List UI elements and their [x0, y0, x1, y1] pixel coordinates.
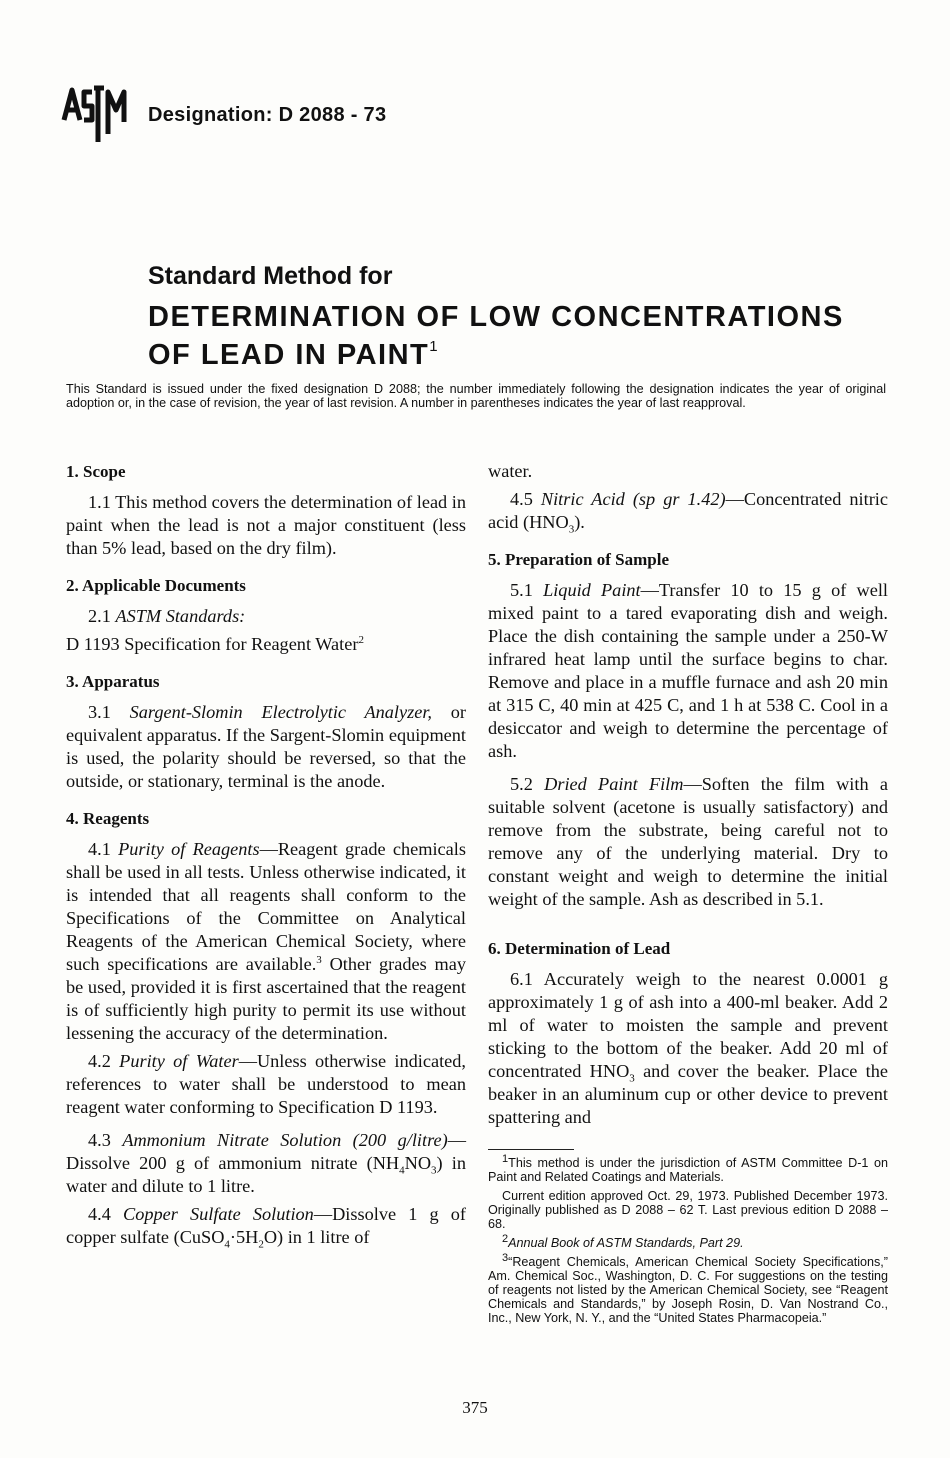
para-4-1-title: Purity of Reagents	[118, 839, 260, 859]
standard-notice: This Standard is issued under the fixed designation D 2088; the number immediately following the designation indicates the year of original adoption or, in the case of revision, the year of last revision. A number in parentheses indicates the year of last reapproval.	[66, 382, 886, 410]
para-4-3-sub-2: 3	[431, 1164, 437, 1177]
footnote-2	[488, 1232, 888, 1250]
para-4-4-text-a: —Dissolve 1 g of copper sulfate (CuSO	[66, 1204, 466, 1247]
heading-reagents: 4. Reagents	[66, 809, 150, 828]
para-4-4-sub-2: 2	[258, 1238, 264, 1251]
para-4-4	[66, 1203, 466, 1249]
para-3-1-text: or equivalent apparatus. If the Sargent-Slomin equipment is used, the polarity should be reversed, so that the outside, or stationary, terminal is the anode.	[66, 702, 466, 791]
astm-logo-icon	[58, 76, 130, 150]
footnote-1-ref: 1	[502, 1152, 509, 1165]
para-5-1-title: Liquid Paint	[543, 580, 641, 600]
para-2-1-num: 2.1	[88, 606, 111, 626]
para-6-1-text-a: 6.1 Accurately weigh to the nearest 0.0001 g approximately 1 g of ash into a 400-ml beaker. Add 2 ml of water to moisten the sample and prevent sticking to the bottom of the beaker. Add 20 ml of concentrated HNO	[488, 969, 888, 1081]
title-line-1: DETERMINATION OF LOW CONCENTRATIONS	[148, 301, 844, 333]
para-6-1-text-b: and cover the beaker. Place the beaker in an aluminum cup or other device to prevent spattering and	[488, 1061, 888, 1127]
para-4-5	[488, 488, 888, 534]
designation: Designation: D 2088 - 73	[148, 104, 387, 126]
title-line-2	[148, 336, 844, 374]
heading-determination: 6. Determination of Lead	[488, 939, 671, 958]
title-line-2-text: OF LEAD IN PAINT	[148, 339, 430, 371]
standard-method-label: Standard Method for	[148, 262, 393, 290]
ref-d1193-footnote: 2	[358, 633, 364, 646]
footnote-1	[488, 1152, 888, 1184]
para-4-5-title: Nitric Acid	[540, 489, 625, 509]
para-4-2-text: —Unless otherwise indicated, references to water shall be understood to mean reagent water conforming to Specification D 1193.	[66, 1051, 466, 1117]
para-5-2-num: 5.2	[510, 774, 533, 794]
para-4-3-sub-1: 4	[399, 1164, 405, 1177]
ref-d1193	[66, 633, 466, 656]
astm-logo	[58, 76, 130, 150]
para-4-3-text-a: —Dissolve 200 g of ammonium nitrate (NH	[66, 1130, 466, 1173]
para-6-1	[488, 968, 888, 1129]
right-column	[488, 460, 888, 1325]
para-4-1	[66, 838, 466, 1045]
footnote-1-b: Current edition approved Oct. 29, 1973. Published December 1973. Originally published as D 2088 – 62 T. Last previous edition D 2088 – 68.	[488, 1189, 888, 1231]
para-5-1-text: —Transfer 10 to 15 g of well mixed paint to a tared evaporating dish and weigh. Place the dish containing the sample under a 250-W infrared heat lamp until the surface begins to char. Remove and place in a muffle furnace and ash 20 min at 315 C, 40 min at 425 C, and 1 h at 538 C. Cool in a desiccator and weigh to determine the percentage of ash.	[488, 580, 888, 761]
footnote-3	[488, 1251, 888, 1325]
para-3-1	[66, 701, 466, 793]
footnotes	[488, 1152, 888, 1325]
footnote-3-ref: 3	[502, 1251, 509, 1264]
para-4-5-gravity: (sp gr 1.42)	[632, 489, 726, 509]
para-5-2	[488, 773, 888, 911]
footnote-2-ref: 2	[502, 1232, 509, 1245]
para-6-1-sub: 3	[629, 1072, 635, 1085]
heading-apparatus: 3. Apparatus	[66, 672, 160, 691]
para-4-3-num: 4.3	[88, 1130, 111, 1150]
page-number: 375	[462, 1398, 488, 1417]
para-3-1-num: 3.1	[88, 702, 111, 722]
para-3-1-title: Sargent-Slomin Electrolytic Analyzer,	[129, 702, 432, 722]
para-4-3-title: Ammonium Nitrate Solution	[122, 1130, 342, 1150]
para-4-4-text-c: O) in 1 litre of	[263, 1227, 370, 1247]
para-4-4-num: 4.4	[88, 1204, 111, 1224]
ref-d1193-text: D 1193 Specification for Reagent Water	[66, 634, 359, 654]
para-4-5-text-a: —Concentrated nitric acid (HNO	[488, 489, 888, 532]
para-5-2-title: Dried Paint Film	[544, 774, 684, 794]
para-4-5-num: 4.5	[510, 489, 533, 509]
para-4-1-tail: Other grades may be used, provided it is first ascertained that the reagent is of sufficiently high purity to permit its use without lessening the accuracy of the determination.	[66, 954, 466, 1043]
heading-preparation: 5. Preparation of Sample	[488, 550, 670, 569]
para-4-2	[66, 1050, 466, 1119]
para-4-4-title: Copper Sulfate Solution	[123, 1204, 314, 1224]
footnote-3-text: “Reagent Chemicals, American Chemical Society Specifications,” Am. Chemical Soc., Washington, D. C. For suggestions on the testing of reagents not listed by the American Chemical Society, see “Reagent Chemicals and Standards,” by Joseph Rosin, D. Van Nostrand Co., Inc., New York, N. Y., and the “United States Pharmacopeia.”	[488, 1255, 888, 1325]
title-footnote-ref: 1	[429, 338, 440, 355]
para-4-3-text-b: NO	[404, 1153, 432, 1173]
document-title	[148, 298, 844, 374]
heading-applicable-documents: 2. Applicable Documents	[66, 576, 246, 595]
footnote-rule	[488, 1149, 574, 1150]
para-4-5-text-b: ).	[574, 512, 585, 532]
para-2-1-title: ASTM Standards:	[115, 606, 246, 626]
para-5-1	[488, 579, 888, 763]
footnote-1-text: This method is under the jurisdiction of ASTM Committee D-1 on Paint and Related Coatings and Materials.	[488, 1156, 888, 1184]
para-1-1: 1.1 This method covers the determination of lead in paint when the lead is not a major constituent (less than 5% lead, based on the dry film).	[66, 492, 466, 558]
footnote-2-text: Annual Book of ASTM Standards, Part 29.	[508, 1236, 744, 1250]
para-4-4-text-b: ·5H	[229, 1227, 259, 1247]
para-4-1-num: 4.1	[88, 839, 111, 859]
para-5-2-text: —Soften the film with a suitable solvent (acetone is usually satisfactory) and remove from the substrate, being careful not to remove any of the underlying material. Dry to constant weight and weigh to determine the initial weight of the sample. Ash as described in 5.1.	[488, 774, 888, 909]
para-4-2-title: Purity of Water	[119, 1051, 239, 1071]
para-4-3-text-c: ) in water and dilute to 1 litre.	[66, 1153, 466, 1196]
para-4-5-sub: 3	[568, 523, 575, 536]
para-4-1-footnote: 3	[316, 953, 322, 966]
para-4-4-sub-1: 4	[224, 1238, 230, 1251]
para-4-3	[66, 1129, 466, 1198]
para-4-4-continued: water.	[488, 461, 533, 481]
para-4-2-num: 4.2	[88, 1051, 111, 1071]
left-column	[66, 460, 466, 1249]
heading-scope: 1. Scope	[66, 462, 126, 481]
para-4-3-conc: (200 g/litre)	[352, 1130, 448, 1150]
para-4-1-text: —Reagent grade chemicals shall be used in all tests. Unless otherwise indicated, it is intended that all reagents shall conform to the Specifications of the Committee on Analytical Reagents of the American Chemical Society, where such specifications are available.	[66, 839, 466, 974]
para-5-1-num: 5.1	[510, 580, 533, 600]
para-2-1	[66, 605, 466, 628]
